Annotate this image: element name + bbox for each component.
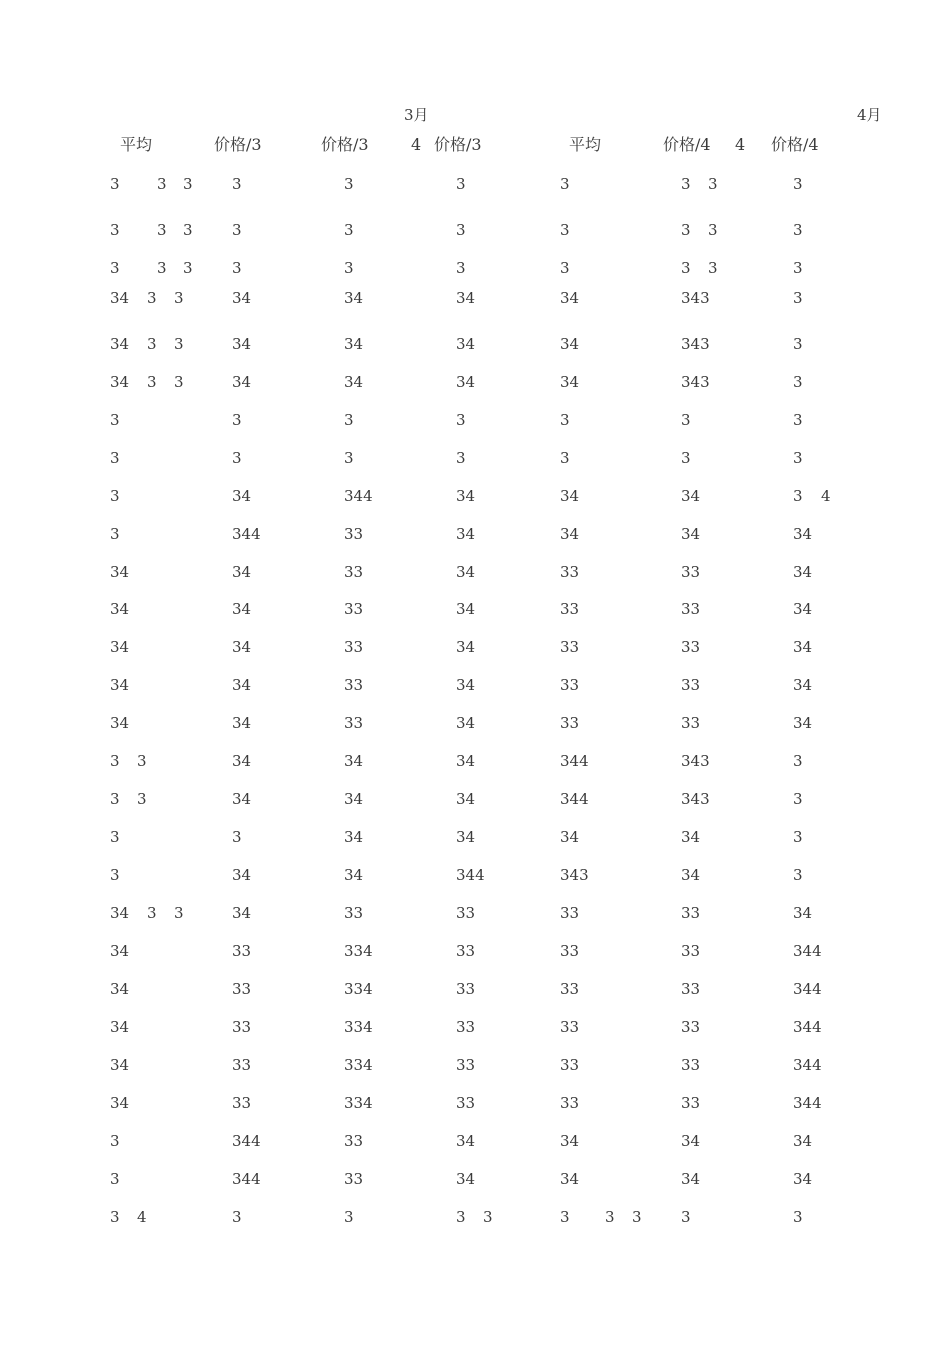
table-cell: 4 (137, 1208, 147, 1226)
table-cell: 3 (681, 221, 691, 239)
table-cell: 34 (232, 289, 252, 307)
table-cell: 34 (793, 525, 813, 543)
table-cell: 34 (110, 373, 130, 391)
table-cell: 33 (456, 1094, 476, 1112)
table-cell: 34 (793, 1170, 813, 1188)
table-cell: 33 (681, 1018, 701, 1036)
table-cell: 344 (793, 942, 822, 960)
table-cell: 3 (110, 1132, 120, 1150)
table-cell: 3 (456, 221, 466, 239)
table-cell: 34 (110, 1056, 130, 1074)
table-cell: 34 (560, 289, 580, 307)
table-cell: 34 (681, 866, 701, 884)
table-cell: 3 (344, 259, 354, 277)
table-cell: 34 (110, 1094, 130, 1112)
column-header: 4 (735, 135, 746, 154)
table-cell: 34 (232, 866, 252, 884)
table-cell: 344 (793, 1018, 822, 1036)
table-cell: 343 (560, 866, 589, 884)
table-cell: 3 (110, 1170, 120, 1188)
table-cell: 3 (232, 828, 242, 846)
table-cell: 3 (183, 175, 193, 193)
table-cell: 3 (137, 790, 147, 808)
table-cell: 3 (681, 175, 691, 193)
table-cell: 34 (681, 828, 701, 846)
table-cell: 33 (560, 1056, 580, 1074)
table-cell: 3 (560, 449, 570, 467)
column-header: 价格/4 (771, 135, 819, 154)
table-cell: 34 (560, 373, 580, 391)
table-cell: 34 (110, 904, 130, 922)
table-cell: 3 (110, 221, 120, 239)
table-cell: 34 (110, 1018, 130, 1036)
table-cell: 34 (456, 676, 476, 694)
table-cell: 3 (344, 1208, 354, 1226)
table-cell: 34 (793, 676, 813, 694)
table-cell: 344 (793, 980, 822, 998)
table-cell: 34 (681, 525, 701, 543)
table-cell: 3 (157, 221, 167, 239)
table-cell: 34 (110, 563, 130, 581)
table-cell: 3 (110, 866, 120, 884)
table-cell: 34 (232, 563, 252, 581)
table-cell: 344 (232, 525, 261, 543)
column-header: 平均 (569, 135, 602, 154)
table-cell: 3 (681, 449, 691, 467)
table-cell: 3 (157, 175, 167, 193)
table-cell: 34 (456, 525, 476, 543)
table-cell: 34 (232, 752, 252, 770)
table-cell: 3 (456, 175, 466, 193)
table-cell: 34 (344, 289, 364, 307)
table-cell: 34 (344, 866, 364, 884)
table-cell: 3 (232, 221, 242, 239)
table-cell: 34 (456, 790, 476, 808)
table-cell: 33 (456, 1056, 476, 1074)
table-cell: 3 (110, 828, 120, 846)
table-cell: 33 (456, 904, 476, 922)
table-cell: 3 (174, 904, 184, 922)
table-cell: 34 (232, 487, 252, 505)
table-cell: 33 (456, 942, 476, 960)
table-cell: 3 (344, 221, 354, 239)
table-cell: 3 (793, 828, 803, 846)
table-cell: 34 (456, 714, 476, 732)
table-cell: 3 (793, 449, 803, 467)
table-cell: 3 (708, 221, 718, 239)
table-cell: 344 (232, 1132, 261, 1150)
table-cell: 34 (110, 942, 130, 960)
table-cell: 33 (560, 563, 580, 581)
table-cell: 3 (157, 259, 167, 277)
table-cell: 34 (793, 600, 813, 618)
table-cell: 334 (344, 1018, 373, 1036)
table-cell: 3 (147, 904, 157, 922)
table-cell: 34 (456, 828, 476, 846)
table-cell: 3 (183, 259, 193, 277)
table-cell: 3 (174, 373, 184, 391)
table-cell: 33 (344, 714, 364, 732)
table-cell: 34 (110, 676, 130, 694)
table-cell: 33 (232, 1056, 252, 1074)
table-cell: 34 (232, 373, 252, 391)
table-cell: 3 (793, 289, 803, 307)
table-cell: 3 (793, 487, 803, 505)
table-cell: 34 (456, 600, 476, 618)
table-cell: 34 (793, 1132, 813, 1150)
table-cell: 3 (344, 449, 354, 467)
table-cell: 34 (344, 373, 364, 391)
table-cell: 3 (110, 752, 120, 770)
table-cell: 344 (344, 487, 373, 505)
table-cell: 344 (232, 1170, 261, 1188)
table-cell: 3 (110, 525, 120, 543)
table-cell: 33 (681, 942, 701, 960)
table-cell: 34 (560, 487, 580, 505)
table-cell: 3 (110, 175, 120, 193)
table-cell: 3 (110, 487, 120, 505)
table-cell: 344 (456, 866, 485, 884)
table-cell: 33 (344, 638, 364, 656)
table-cell: 34 (681, 487, 701, 505)
table-cell: 33 (344, 904, 364, 922)
table-cell: 34 (110, 714, 130, 732)
table-cell: 3 (681, 411, 691, 429)
table-cell: 34 (456, 487, 476, 505)
table-cell: 343 (681, 289, 710, 307)
table-cell: 3 (183, 221, 193, 239)
table-cell: 3 (174, 335, 184, 353)
table-cell: 34 (456, 1170, 476, 1188)
table-cell: 34 (560, 335, 580, 353)
table-cell: 34 (456, 335, 476, 353)
table-cell: 3 (708, 175, 718, 193)
table-cell: 343 (681, 373, 710, 391)
table-cell: 343 (681, 790, 710, 808)
column-header: 价格/3 (434, 135, 482, 154)
table-cell: 3 (560, 175, 570, 193)
table-cell: 3 (110, 790, 120, 808)
table-cell: 33 (681, 600, 701, 618)
table-cell: 3 (793, 373, 803, 391)
table-cell: 33 (456, 1018, 476, 1036)
table-cell: 34 (232, 638, 252, 656)
column-header: 价格/3 (321, 135, 369, 154)
table-cell: 3 (110, 449, 120, 467)
table-cell: 33 (560, 904, 580, 922)
table-cell: 34 (110, 289, 130, 307)
table-cell: 33 (681, 904, 701, 922)
table-cell: 3 (456, 259, 466, 277)
table-cell: 34 (232, 714, 252, 732)
table-cell: 33 (232, 1094, 252, 1112)
table-cell: 3 (344, 175, 354, 193)
table-cell: 3 (681, 1208, 691, 1226)
table-cell: 34 (560, 525, 580, 543)
table-cell: 34 (110, 335, 130, 353)
table-cell: 334 (344, 980, 373, 998)
table-cell: 33 (560, 1094, 580, 1112)
table-cell: 3 (147, 289, 157, 307)
table-cell: 3 (793, 866, 803, 884)
table-cell: 3 (110, 411, 120, 429)
table-cell: 3 (174, 289, 184, 307)
table-cell: 3 (793, 221, 803, 239)
table-cell: 33 (681, 714, 701, 732)
table-cell: 34 (110, 638, 130, 656)
table-cell: 33 (681, 563, 701, 581)
table-cell: 344 (793, 1094, 822, 1112)
table-cell: 33 (344, 600, 364, 618)
table-cell: 33 (560, 676, 580, 694)
table-cell: 33 (344, 525, 364, 543)
table-cell: 3 (232, 449, 242, 467)
table-cell: 3 (560, 411, 570, 429)
table-cell: 3 (483, 1208, 493, 1226)
table-cell: 34 (793, 638, 813, 656)
table-cell: 34 (456, 373, 476, 391)
table-cell: 33 (560, 942, 580, 960)
table-cell: 34 (793, 714, 813, 732)
table-cell: 3 (681, 259, 691, 277)
table-cell: 3 (456, 1208, 466, 1226)
table-cell: 34 (456, 1132, 476, 1150)
table-cell: 33 (232, 1018, 252, 1036)
table-cell: 34 (681, 1132, 701, 1150)
table-cell: 3 (793, 335, 803, 353)
table-cell: 344 (560, 752, 589, 770)
table-cell: 334 (344, 1056, 373, 1074)
table-cell: 34 (232, 676, 252, 694)
table-cell: 3 (793, 175, 803, 193)
table-cell: 34 (456, 752, 476, 770)
table-cell: 33 (344, 676, 364, 694)
table-cell: 34 (681, 1170, 701, 1188)
table-cell: 34 (456, 289, 476, 307)
table-cell: 3 (147, 373, 157, 391)
column-header: 平均 (120, 135, 153, 154)
table-cell: 34 (110, 600, 130, 618)
table-cell: 33 (344, 1132, 364, 1150)
table-cell: 3 (137, 752, 147, 770)
table-cell: 3 (110, 1208, 120, 1226)
table-cell: 3 (147, 335, 157, 353)
table-cell: 334 (344, 1094, 373, 1112)
table-cell: 34 (344, 335, 364, 353)
table-cell: 33 (232, 980, 252, 998)
table-cell: 3 (456, 411, 466, 429)
table-cell: 3 (708, 259, 718, 277)
table-cell: 33 (456, 980, 476, 998)
table-cell: 33 (681, 638, 701, 656)
table-cell: 34 (560, 1132, 580, 1150)
table-cell: 3 (605, 1208, 615, 1226)
table-cell: 34 (560, 1170, 580, 1188)
column-header: 价格/3 (214, 135, 262, 154)
table-cell: 344 (793, 1056, 822, 1074)
table-cell: 3 (793, 259, 803, 277)
table-cell: 33 (681, 1094, 701, 1112)
table-cell: 3 (793, 1208, 803, 1226)
table-cell: 3 (232, 175, 242, 193)
table-cell: 33 (681, 676, 701, 694)
table-cell: 3 (793, 752, 803, 770)
table-cell: 344 (560, 790, 589, 808)
table-cell: 33 (344, 563, 364, 581)
table-cell: 33 (232, 942, 252, 960)
table-cell: 34 (456, 563, 476, 581)
table-cell: 34 (456, 638, 476, 656)
month-heading: 3月 (404, 106, 429, 124)
table-cell: 34 (232, 790, 252, 808)
table-cell: 33 (681, 980, 701, 998)
table-cell: 3 (456, 449, 466, 467)
table-cell: 34 (232, 600, 252, 618)
table-cell: 3 (560, 221, 570, 239)
table-cell: 33 (344, 1170, 364, 1188)
table-cell: 34 (560, 828, 580, 846)
table-cell: 33 (560, 1018, 580, 1036)
table-cell: 33 (560, 980, 580, 998)
table-cell: 3 (793, 411, 803, 429)
table-cell: 34 (110, 980, 130, 998)
month-heading: 4月 (857, 106, 882, 124)
table-cell: 3 (560, 1208, 570, 1226)
table-cell: 34 (232, 335, 252, 353)
table-cell: 33 (681, 1056, 701, 1074)
table-cell: 34 (793, 904, 813, 922)
table-cell: 3 (793, 790, 803, 808)
table-cell: 3 (560, 259, 570, 277)
column-header: 价格/4 (663, 135, 711, 154)
table-cell: 34 (344, 752, 364, 770)
table-cell: 3 (344, 411, 354, 429)
table-cell: 3 (110, 259, 120, 277)
table-cell: 343 (681, 752, 710, 770)
table-cell: 4 (821, 487, 831, 505)
table-cell: 3 (232, 1208, 242, 1226)
table-cell: 334 (344, 942, 373, 960)
table-cell: 34 (232, 904, 252, 922)
table-cell: 34 (344, 828, 364, 846)
table-cell: 33 (560, 638, 580, 656)
table-cell: 34 (793, 563, 813, 581)
table-cell: 343 (681, 335, 710, 353)
table-cell: 3 (232, 411, 242, 429)
table-cell: 3 (632, 1208, 642, 1226)
table-cell: 34 (344, 790, 364, 808)
table-cell: 3 (232, 259, 242, 277)
table-cell: 33 (560, 714, 580, 732)
table-cell: 33 (560, 600, 580, 618)
column-header: 4 (411, 135, 422, 154)
